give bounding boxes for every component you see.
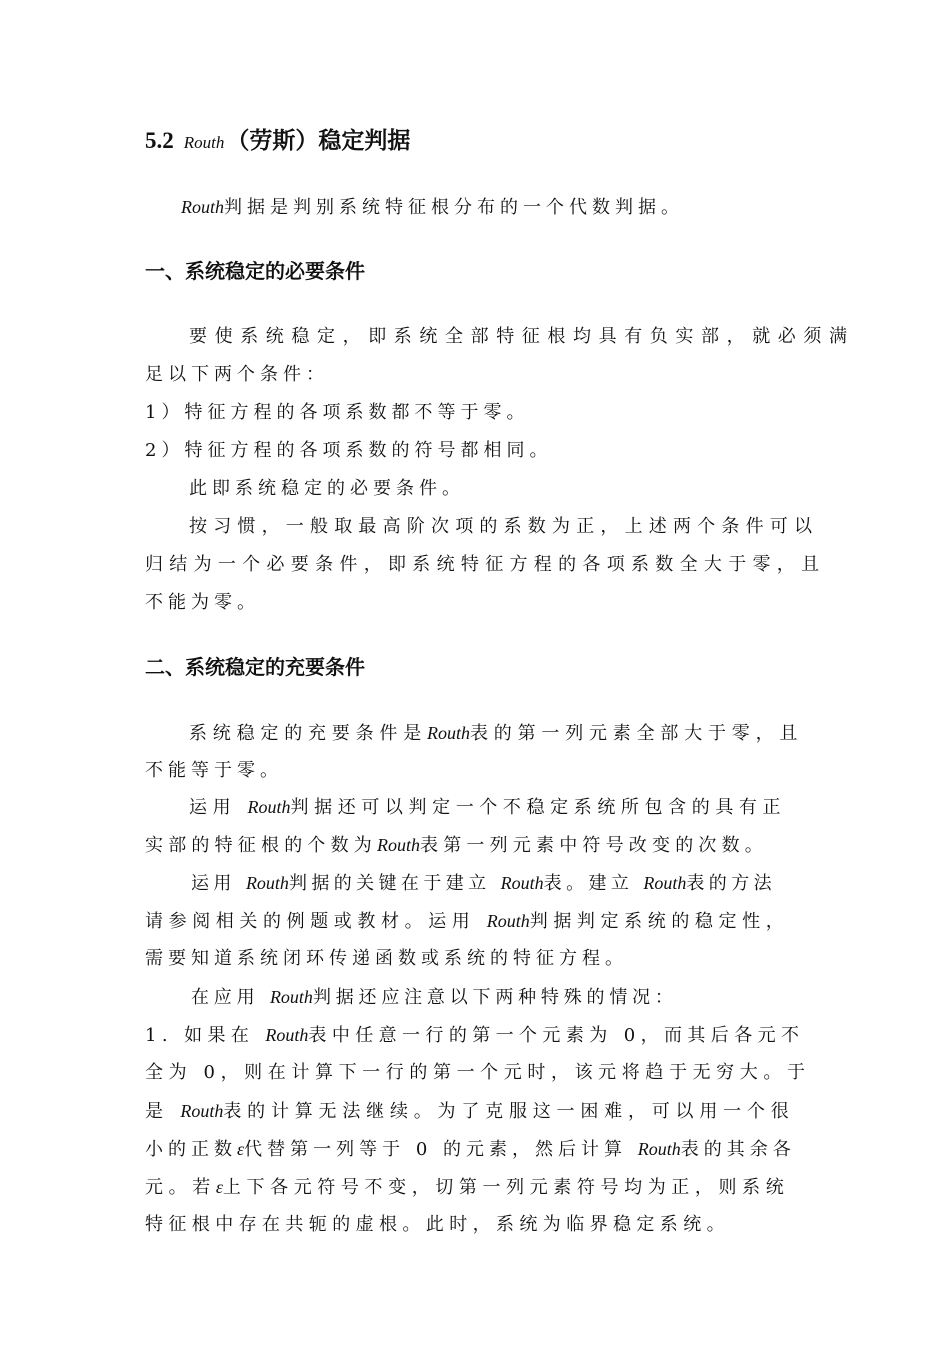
p2-line-3-a: 运用 [189,797,237,818]
section-title-text: （劳斯）稳定判据 [226,128,411,154]
p2-line-5-routh-1: Routh [245,873,289,893]
p2-line-10: 全为 0，则在计算下一行的第一个元时，该元将趋于无穷大。于 [145,1062,811,1083]
p2-line-6-routh: Routh [486,911,530,931]
p1-line-8: 不能为零。 [145,592,260,613]
intro-routh: Routh [181,197,224,217]
p2-line-1 [189,716,851,750]
p2-line-2: 不能等于零。 [145,760,283,781]
p2-line-5 [191,866,853,900]
p2-line-5-b: 判据的关键在于建立 [288,873,491,894]
p2-line-1-b: 表的第一列元素全部大于零，且 [470,723,804,744]
heading-sufficient-conditions: 二、系统稳定的充要条件 [145,655,365,679]
p1-line-6: 按习惯，一般取最高阶次项的系数为正，上述两个条件可以 [189,516,819,537]
p2-line-6-a: 请参阅相关的例题或教材。运用 [145,911,476,932]
section-title [145,124,410,160]
section-title-routh: Routh [183,133,225,152]
p1-line-1: 要使系统稳定，即系统全部特征根均具有负实部，就必须满 [189,326,855,347]
p2-line-4-routh: Routh [377,835,420,855]
p2-line-6 [145,904,807,938]
p2-line-11-routh: Routh [180,1101,224,1121]
p2-line-4-a: 实部的特征根的个数为 [145,835,377,856]
p2-line-11 [145,1094,807,1128]
p2-line-6-b: 判据判定系统的稳定性， [529,911,790,932]
p1-line-2: 足以下两个条件： [145,364,329,385]
p2-line-12 [145,1132,807,1166]
p2-line-4-b: 表第一列元素中符号改变的次数。 [420,835,768,856]
p2-line-8-routh: Routh [269,987,313,1007]
p2-line-13 [145,1170,807,1204]
p1-line-4: 2）特征方程的各项系数的符号都相同。 [145,440,553,461]
p2-line-5-d: 表的方法 [686,873,777,894]
p2-line-11-a: 是 [145,1101,169,1122]
heading-necessary-conditions: 一、系统稳定的必要条件 [145,259,365,283]
p2-line-8-b: 判据还应注意以下两种特殊的情况： [312,987,678,1008]
p2-line-14: 特征根中存在共轭的虚根。此时，系统为临界稳定系统。 [145,1214,730,1235]
intro-paragraph [181,190,807,224]
p1-line-3: 1）特征方程的各项系数都不等于零。 [145,402,530,423]
p2-line-11-b: 表的计算无法继续。为了克服这一困难，可以用一个很 [223,1101,795,1122]
p2-line-5-routh-2: Routh [500,873,544,893]
p2-line-9-b: 表中任意一行的第一个元素为 0，而其后各元不 [308,1025,805,1046]
p2-line-4 [145,828,807,862]
p2-line-9-a: 1. 如果在 [145,1025,255,1046]
p2-line-12-c: 表的其余各 [680,1139,796,1160]
p2-line-13-epsilon: ε [215,1177,223,1197]
p2-line-1-a: 系统稳定的充要条件是 [189,723,427,744]
p1-line-7: 归结为一个必要条件，即系统特征方程的各项系数全大于零，且 [145,554,826,575]
p2-line-9 [145,1018,807,1052]
p2-line-1-routh: Routh [427,723,470,743]
intro-text: 判据是判别系统特征根分布的一个代数判据。 [224,197,684,218]
p2-line-7: 需要知道系统闭环传递函数或系统的特征方程。 [145,948,628,969]
p2-line-8 [191,980,853,1014]
p2-line-9-routh: Routh [265,1025,309,1045]
p2-line-13-a: 元。若 [145,1177,216,1198]
p2-line-5-c: 表。建立 [543,873,634,894]
section-number: 5.2 [145,128,174,153]
p2-line-3 [189,790,851,824]
p2-line-3-b: 判据还可以判定一个不稳定系统所包含的具有正 [290,797,787,818]
p2-line-12-b: 代替第一列等于 0 的元素，然后计算 [244,1139,627,1160]
p2-line-12-a: 小的正数 [145,1139,237,1160]
p1-line-5: 此即系统稳定的必要条件。 [189,478,465,499]
p2-line-12-epsilon: ε [237,1139,245,1159]
p2-line-13-b: 上下各元符号不变，切第一列元素符号均为正，则系统 [222,1177,790,1198]
p2-line-5-a: 运用 [191,873,236,894]
p2-line-8-a: 在应用 [191,987,260,1008]
p2-line-12-routh: Routh [637,1139,681,1159]
p2-line-3-routh: Routh [247,797,291,817]
p2-line-5-routh-3: Routh [643,873,687,893]
